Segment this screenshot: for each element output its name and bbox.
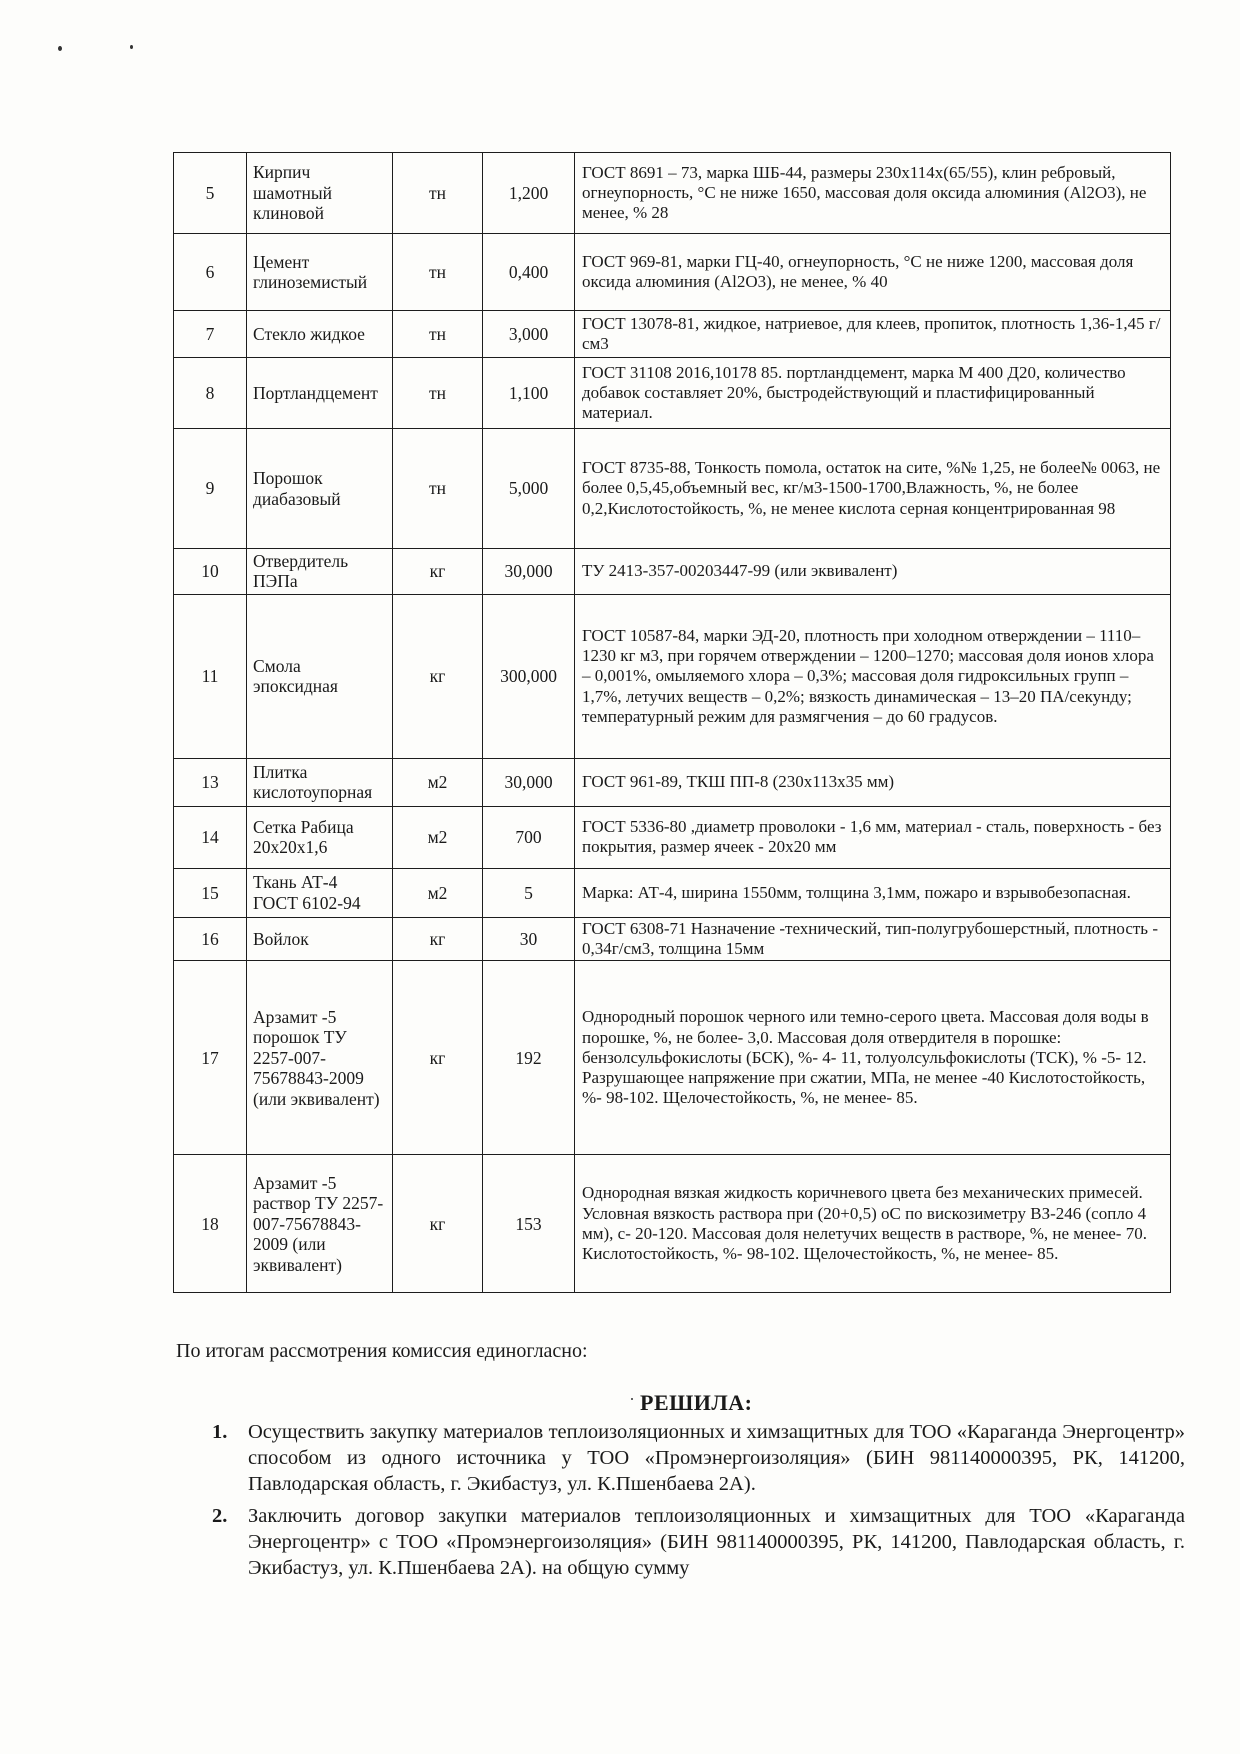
specification: Однородная вязкая жидкость коричневого цвета без механических примесей. Условная вязкость раствора при (20+0,5) оС по вискозиметру ВЗ-246 (сопло 4 мм), с- 20-120. Массовая доля нелетучих веществ в растворе, %, не менее- 70. Кислотостойкость, %- 98-102. Щелочестойкость, %, не менее- 85. (575, 1155, 1171, 1293)
specification: Однородный порошок черного или темно-серого цвета. Массовая доля воды в порошке, %, не более- 3,0. Массовая доля отвердителя в порошке: бензолсульфокислоты (БСК), %- 4- 11, толуолсульфокислоты (ТСК), % -5- 12. Разрушающее напряжение при сжатии, МПа, не менее -40 Кислотостойкость, %- 98-102. Щелочестойкость, %, не менее- 85. (575, 961, 1171, 1155)
unit-of-measure: кг (393, 1155, 483, 1293)
quantity: 0,400 (483, 234, 575, 311)
row-number: 5 (174, 153, 247, 234)
decision-text: Заключить договор закупки материалов теплоизоляционных и химзащитных для ТОО «Караганда Энергоцентр» с ТОО «Промэнергоизоляция» (БИН 981140000395, РК, 141200, Павлодарская область, г. Экибастуз, ул. К.Пшенбаева 2А). на общую сумму (248, 1505, 1185, 1580)
unit-of-measure: м2 (393, 806, 483, 868)
quantity: 153 (483, 1155, 575, 1293)
table-row (174, 311, 1171, 358)
table-row (174, 358, 1171, 429)
row-number: 13 (174, 758, 247, 806)
row-number: 6 (174, 234, 247, 311)
unit-of-measure: кг (393, 917, 483, 960)
material-name: Арзамит -5 порошок ТУ 2257-007-75678843-2009 (или эквивалент) (247, 961, 393, 1155)
quantity: 700 (483, 806, 575, 868)
table-row (174, 758, 1171, 806)
specification: ГОСТ 5336-80 ,диаметр проволоки - 1,6 мм, материал - сталь, поверхность - без покрытия, размер ячеек - 20х20 мм (575, 806, 1171, 868)
row-number: 14 (174, 806, 247, 868)
unit-of-measure: кг (393, 594, 483, 758)
row-number: 17 (174, 961, 247, 1155)
unit-of-measure: кг (393, 549, 483, 595)
quantity: 1,100 (483, 358, 575, 429)
material-name: Ткань АТ-4 ГОСТ 6102-94 (247, 868, 393, 917)
unit-of-measure: м2 (393, 868, 483, 917)
material-name: Войлок (247, 917, 393, 960)
decision-number: 1. (212, 1421, 228, 1443)
table-row (174, 594, 1171, 758)
specification: ТУ 2413-357-00203447-99 (или эквивалент) (575, 549, 1171, 595)
unit-of-measure: м2 (393, 758, 483, 806)
quantity: 192 (483, 961, 575, 1155)
specification: ГОСТ 10587-84, марки ЭД-20, плотность при холодном отверждении – 1110–1230 кг м3, при горячем отверждении – 1200–1270; массовая доля ионов хлора – 0,001%, омыляемого хлора – 0,3%; массовая доля гидроксильных групп – 1,7%, летучих веществ – 0,2%; вязкость динамическая – 13–20 ПА/секунду; температурный режим для размягчения – до 60 градусов. (575, 594, 1171, 758)
row-number: 9 (174, 429, 247, 549)
quantity: 3,000 (483, 311, 575, 358)
decision-item (200, 1419, 1185, 1497)
unit-of-measure: тн (393, 153, 483, 234)
unit-of-measure: тн (393, 311, 483, 358)
table-row (174, 234, 1171, 311)
decision-number: 2. (212, 1505, 228, 1528)
row-number: 16 (174, 917, 247, 960)
decision-heading: РЕШИЛА: (640, 1390, 753, 1415)
specification: ГОСТ 31108 2016,10178 85. портландцемент, марка М 400 Д20, количество добавок составляет 20%, быстродействующий и пластифицированный материал. (575, 358, 1171, 429)
specification: ГОСТ 6308-71 Назначение -технический, тип-полугрубошерстный, плотность - 0,34г/см3, толщина 15мм (575, 917, 1171, 960)
material-name: Стекло жидкое (247, 311, 393, 358)
material-name: Портландцемент (247, 358, 393, 429)
specification: Марка: АТ-4, ширина 1550мм, толщина 3,1мм, пожаро и взрывобезопасная. (575, 868, 1171, 917)
material-name: Порошок диабазовый (247, 429, 393, 549)
row-number: 18 (174, 1155, 247, 1293)
quantity: 5 (483, 868, 575, 917)
specification: ГОСТ 13078-81, жидкое, натриевое, для клеев, пропиток, плотность 1,36-1,45 г/см3 (575, 311, 1171, 358)
commission-summary: По итогам рассмотрения комиссия единогласно: (176, 1340, 588, 1362)
row-number: 15 (174, 868, 247, 917)
table-row (174, 429, 1171, 549)
quantity: 30 (483, 917, 575, 960)
row-number: 11 (174, 594, 247, 758)
table-row (174, 549, 1171, 595)
table-row (174, 917, 1171, 960)
decision-item (200, 1503, 1185, 1581)
specification: ГОСТ 961-89, ТКШ ПП-8 (230х113х35 мм) (575, 758, 1171, 806)
quantity: 30,000 (483, 758, 575, 806)
quantity: 1,200 (483, 153, 575, 234)
material-name: Кирпич шамотный клиновой (247, 153, 393, 234)
materials-table (173, 152, 1171, 1293)
material-name: Цемент глиноземистый (247, 234, 393, 311)
specification: ГОСТ 969-81, марки ГЦ-40, огнеупорность, °С не ниже 1200, массовая доля оксида алюминия (Al2O3), не менее, % 40 (575, 234, 1171, 311)
quantity: 5,000 (483, 429, 575, 549)
table-row (174, 806, 1171, 868)
decision-text: Осуществить закупку материалов теплоизоляционных и химзащитных для ТОО «Караганда Энергоцентр» способом из одного источника у ТОО «Промэнергоизоляция» (БИН 981140000395, РК, 141200, Павлодарская область, г. Экибастуз, ул. К.Пшенбаева 2А). (248, 1421, 1185, 1496)
quantity: 30,000 (483, 549, 575, 595)
unit-of-measure: кг (393, 961, 483, 1155)
material-name: Смола эпоксидная (247, 594, 393, 758)
material-name: Арзамит -5 раствор ТУ 2257-007-75678843-2009 (или эквивалент) (247, 1155, 393, 1293)
decision-list (200, 1419, 1185, 1581)
specification: ГОСТ 8691 – 73, марка ШБ-44, размеры 230х114х(65/55), клин ребровый, огнеупорность, °С не ниже 1650, массовая доля оксида алюминия (Al2O3), не менее, % 28 (575, 153, 1171, 234)
row-number: 8 (174, 358, 247, 429)
unit-of-measure: тн (393, 429, 483, 549)
materials-table-body (174, 153, 1171, 1293)
table-row (174, 153, 1171, 234)
unit-of-measure: тн (393, 234, 483, 311)
row-number: 7 (174, 311, 247, 358)
table-row (174, 868, 1171, 917)
row-number: 10 (174, 549, 247, 595)
table-row (174, 961, 1171, 1155)
material-name: Сетка Рабица 20х20х1,6 (247, 806, 393, 868)
material-name: Плитка кислотоупорная (247, 758, 393, 806)
table-row (174, 1155, 1171, 1293)
quantity: 300,000 (483, 594, 575, 758)
unit-of-measure: тн (393, 358, 483, 429)
specification: ГОСТ 8735-88, Тонкость помола, остаток на сите, %№ 1,25, не более№ 0063, не более 0,5,45,объемный вес, кг/м3-1500-1700,Влажность, %, не более 0,2,Кислотостойкость, %, не менее кислота серная концентрированная 98 (575, 429, 1171, 549)
material-name: Отвердитель ПЭПа (247, 549, 393, 595)
